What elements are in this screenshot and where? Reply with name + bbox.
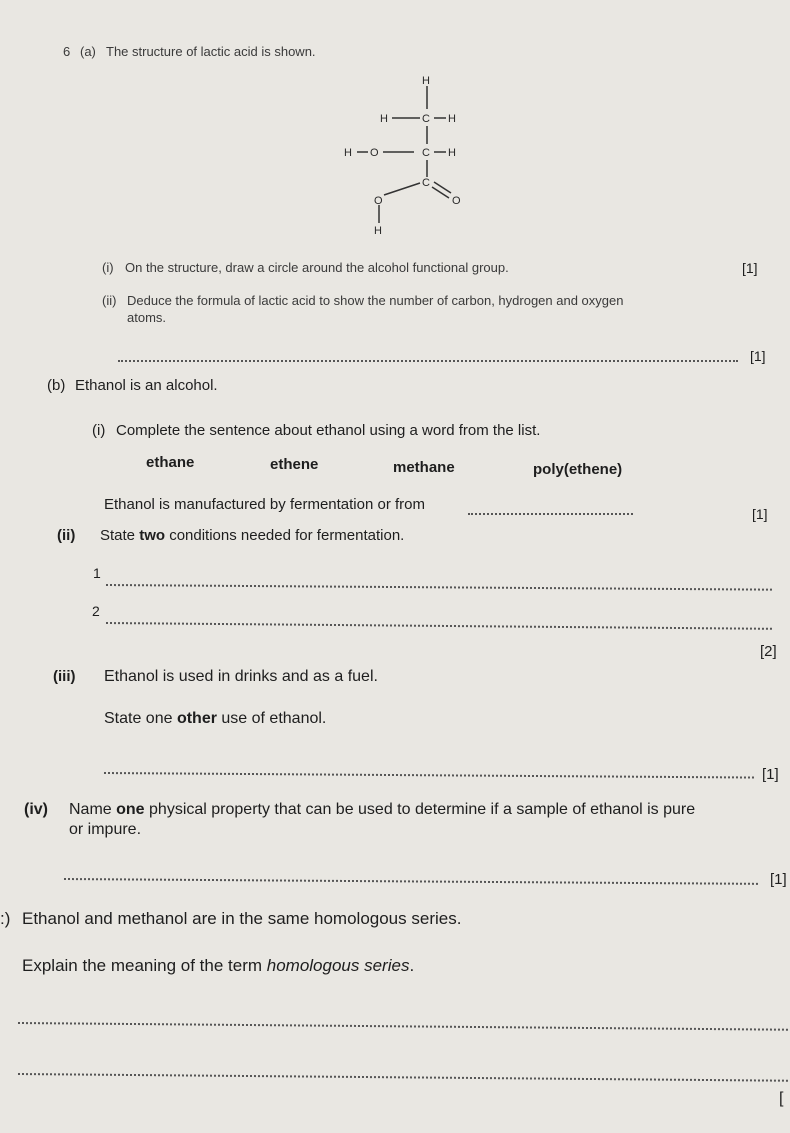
b-ii-text-bold: two [139, 527, 166, 544]
atom-h1-left: H [380, 113, 388, 125]
b-i-text: Complete the sentence about ethanol using a word from the list. [116, 422, 541, 439]
atom-o-double: O [452, 195, 461, 207]
b-iv-marks: [1] [770, 871, 787, 888]
atom-o-single: O [374, 195, 383, 207]
b-iii-text: Ethanol is used in drinks and as a fuel. [104, 668, 378, 685]
b-ii-label: (ii) [57, 527, 76, 544]
b-ii-line1-number: 1 [93, 565, 101, 581]
b-iv-text [69, 801, 695, 819]
b-i-sentence: Ethanol is manufactured by fermentation or from [104, 496, 425, 513]
b-iii-marks: [1] [762, 766, 779, 783]
b-iii-answer-line[interactable] [104, 772, 754, 779]
atom-h-top: H [422, 75, 430, 87]
a-i-marks: [1] [742, 260, 758, 276]
b-ii-text [100, 527, 404, 544]
word-option-methane: methane [393, 459, 455, 476]
atom-c1: C [422, 113, 430, 125]
word-option-ethane: ethane [146, 454, 195, 471]
b-iv-text-bold: one [116, 801, 145, 818]
atom-h1-right: H [448, 113, 456, 125]
a-ii-marks: [1] [750, 348, 766, 364]
a-ii-text-line1: Deduce the formula of lactic acid to show the number of carbon, hydrogen and oxygen [127, 293, 624, 308]
c-answer-line-1[interactable] [18, 1022, 788, 1031]
b-iii-prompt [104, 710, 326, 728]
b-label: (b) [47, 377, 66, 394]
a-i-text: On the structure, draw a circle around the alcohol functional group. [125, 260, 509, 275]
atom-h2-right: H [448, 147, 456, 159]
b-ii-line2-number: 2 [92, 603, 100, 619]
a-ii-text-line2: atoms. [127, 310, 167, 325]
atom-h2-left: H [344, 147, 352, 159]
atom-c2: C [422, 147, 430, 159]
b-ii-marks: [2] [760, 643, 777, 660]
part-a-intro: The structure of lactic acid is shown. [106, 44, 316, 59]
question-number: 6 [63, 44, 71, 59]
b-iv-answer-line[interactable] [64, 878, 758, 885]
b-i-label: (i) [92, 422, 106, 439]
c-marks: [ [779, 1090, 784, 1107]
b-iv-text-pre: Name [69, 801, 117, 818]
b-ii-text-post: conditions needed for fermentation. [165, 527, 405, 544]
part-a-label: (a) [80, 44, 96, 59]
b-i-answer-blank[interactable] [468, 513, 633, 515]
atom-o-left: O [370, 147, 379, 159]
b-iv-text-line2: or impure. [69, 821, 142, 838]
word-option-ethene: ethene [270, 456, 319, 473]
atom-c3: C [422, 177, 430, 189]
c-prompt-pre: Explain the meaning of the term [22, 956, 267, 975]
c-text: Ethanol and methanol are in the same homologous series. [22, 909, 462, 928]
word-option-polyethene: poly(ethene) [533, 461, 623, 478]
b-ii-answer-line-1[interactable] [106, 584, 772, 591]
b-iii-prompt-post: use of ethanol. [216, 710, 327, 727]
a-ii-answer-line[interactable] [118, 360, 738, 362]
b-iv-label: (iv) [24, 801, 48, 818]
c-prompt [22, 956, 414, 976]
a-i-label: (i) [102, 260, 114, 275]
b-iii-label: (iii) [53, 668, 76, 685]
c-answer-line-2[interactable] [18, 1073, 788, 1082]
b-iii-prompt-pre: State one [104, 710, 177, 727]
atom-h-bottom: H [374, 225, 382, 237]
b-i-marks: [1] [752, 506, 768, 522]
b-iv-text-post: physical property that can be used to determine if a sample of ethanol is pure [144, 801, 696, 818]
c-prompt-italic: homologous series [266, 956, 410, 975]
c-prompt-post: . [409, 956, 415, 975]
lactic-acid-structure [0, 0, 790, 260]
b-intro: Ethanol is an alcohol. [75, 377, 218, 394]
c-label: :) [0, 909, 11, 928]
b-ii-text-pre: State [100, 527, 140, 544]
b-iii-prompt-bold: other [176, 710, 217, 727]
a-ii-label: (ii) [102, 293, 117, 308]
b-ii-answer-line-2[interactable] [106, 622, 772, 630]
